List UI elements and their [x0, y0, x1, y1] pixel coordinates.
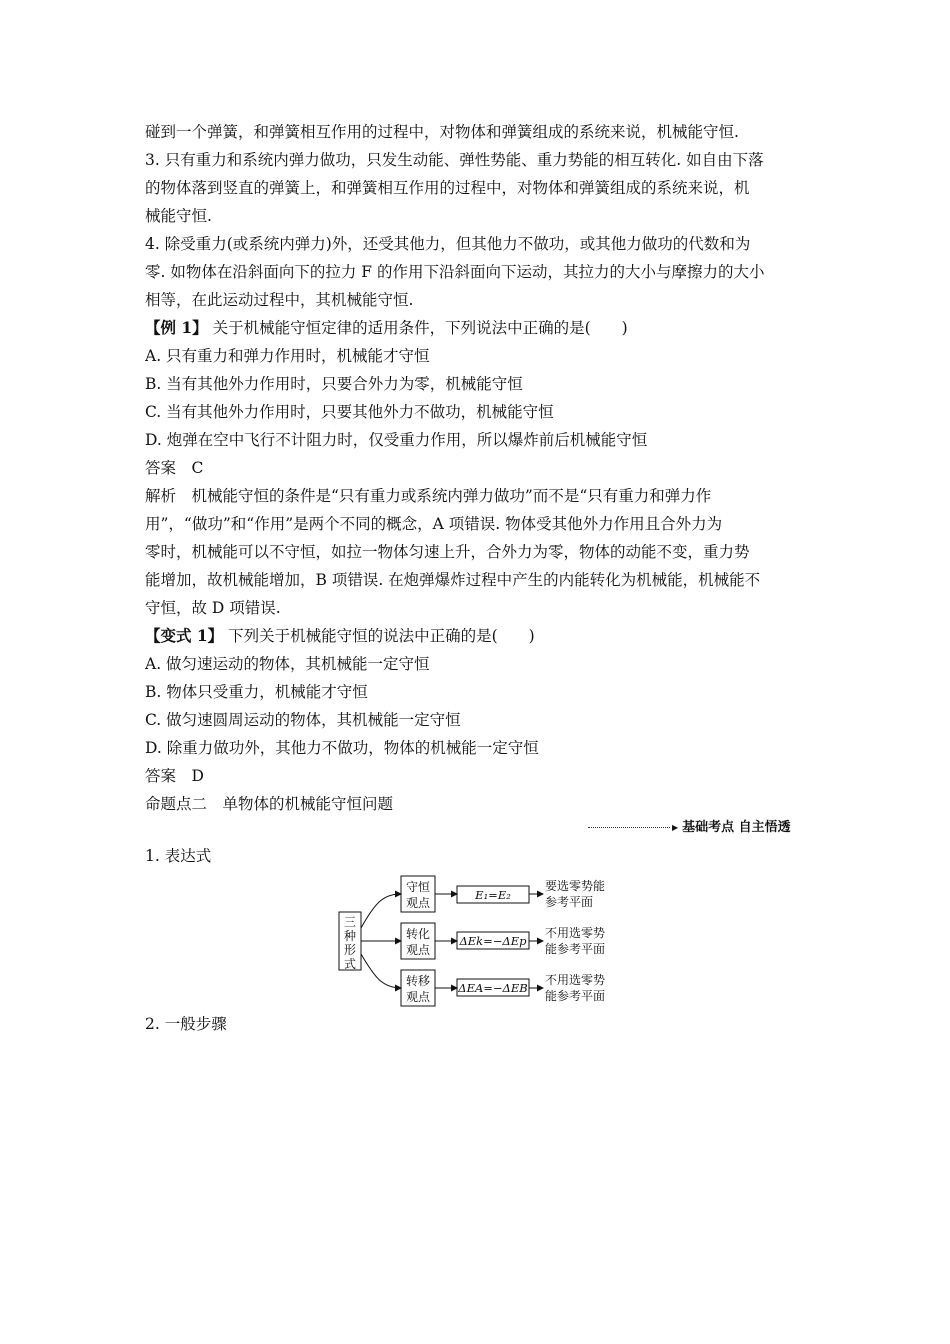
option-c: C. 做匀速圆周运动的物体，其机械能一定守恒	[145, 711, 461, 729]
option-a: A. 做匀速运动的物体，其机械能一定守恒	[145, 655, 430, 673]
option-c: C. 当有其他外力作用时，只要其他外力不做功，机械能守恒	[145, 403, 554, 421]
view-label: 转移	[405, 974, 431, 988]
example-1-question	[145, 314, 807, 342]
text-line: 的物体落到竖直的弹簧上，和弹簧相互作用的过程中，对物体和弹簧组成的系统来说，机	[145, 179, 750, 197]
example-1-answer: 答案 C	[145, 459, 204, 477]
option-d: D. 炮弹在空中飞行不计阻力时，仅受重力作用，所以爆炸前后机械能守恒	[145, 431, 648, 449]
section-tag-label: 基础考点 自主悟透	[682, 820, 791, 835]
analysis-line: 能增加，故机械能增加，B 项错误. 在炮弹爆炸过程中产生的内能转化为机械能，机械能不	[145, 571, 761, 589]
analysis-line: 零时，机械能可以不守恒，如拉一物体匀速上升，合外力为零，物体的动能不变，重力势	[145, 543, 750, 561]
text-line: 碰到一个弹簧，和弹簧相互作用的过程中，对物体和弹簧组成的系统来说，机械能守恒.	[145, 123, 739, 141]
option-d: D. 除重力做功外，其他力不做功，物体的机械能一定守恒	[145, 739, 539, 757]
item-2-heading: 2. 一般步骤	[145, 1015, 227, 1033]
analysis-line: 用”，“做功”和“作用”是两个不同的概念，A 项错误. 物体受其他外力作用且合外力为	[145, 515, 723, 533]
variant-1-question	[145, 622, 807, 650]
view-label: 转化	[405, 927, 431, 941]
formula: ΔEA=−ΔEB	[458, 981, 528, 995]
example-1-label: 【例 1】	[145, 318, 208, 337]
formula: ΔEk=−ΔEp	[459, 934, 527, 948]
text-line: 零. 如物体在沿斜面向下的拉力 F 的作用下沿斜面向下运动，其拉力的大小与摩擦力的大小	[145, 263, 765, 281]
variant-1-label: 【变式 1】	[145, 626, 224, 645]
section-tag	[588, 816, 791, 835]
text-line: 械能守恒.	[145, 207, 212, 225]
root-char: 式	[343, 957, 357, 971]
formula: E₁=E₂	[475, 888, 511, 902]
expression-diagram	[335, 868, 625, 1010]
dotted-leader	[588, 827, 670, 828]
analysis-line: 解析 机械能守恒的条件是“只有重力或系统内弹力做功”而不是“只有重力和弹力作	[145, 487, 712, 505]
note: 参考平面	[545, 895, 594, 909]
option-a: A. 只有重力和弹力作用时，机械能才守恒	[145, 347, 430, 365]
text-line: 3. 只有重力和系统内弹力做功，只发生动能、弹性势能、重力势能的相互转化. 如自由下落	[145, 151, 764, 169]
option-b: B. 当有其他外力作用时，只要合外力为零，机械能守恒	[145, 375, 523, 393]
root-char: 三	[343, 915, 357, 929]
variant-1-answer: 答案 D	[145, 767, 204, 785]
view-label: 守恒	[405, 880, 431, 894]
variant-1-text: 下列关于机械能守恒的说法中正确的是( )	[223, 627, 535, 645]
note: 不用选零势	[545, 973, 606, 987]
note: 能参考平面	[545, 942, 606, 956]
view-label: 观点	[405, 896, 431, 910]
text-line: 4. 除受重力(或系统内弹力)外，还受其他力，但其他力不做功，或其他力做功的代数和为	[145, 235, 751, 253]
example-1-text: 关于机械能守恒定律的适用条件，下列说法中正确的是( )	[207, 319, 628, 337]
branch-arrow	[361, 894, 401, 928]
document-body	[145, 118, 807, 818]
view-label: 观点	[405, 943, 431, 957]
section-title: 命题点二 单物体的机械能守恒问题	[145, 795, 394, 813]
branch-arrow	[361, 954, 401, 988]
option-b: B. 物体只受重力，机械能才守恒	[145, 683, 368, 701]
item-1-heading: 1. 表达式	[145, 847, 212, 865]
note: 不用选零势	[545, 926, 606, 940]
note: 要选零势能	[545, 879, 606, 893]
note: 能参考平面	[545, 989, 606, 1003]
analysis-line: 守恒，故 D 项错误.	[145, 599, 281, 617]
arrow-icon: ▶	[672, 823, 679, 832]
view-label: 观点	[405, 990, 431, 1004]
root-char: 种	[343, 929, 357, 943]
root-char: 形	[343, 943, 357, 957]
text-line: 相等，在此运动过程中，其机械能守恒.	[145, 291, 414, 309]
